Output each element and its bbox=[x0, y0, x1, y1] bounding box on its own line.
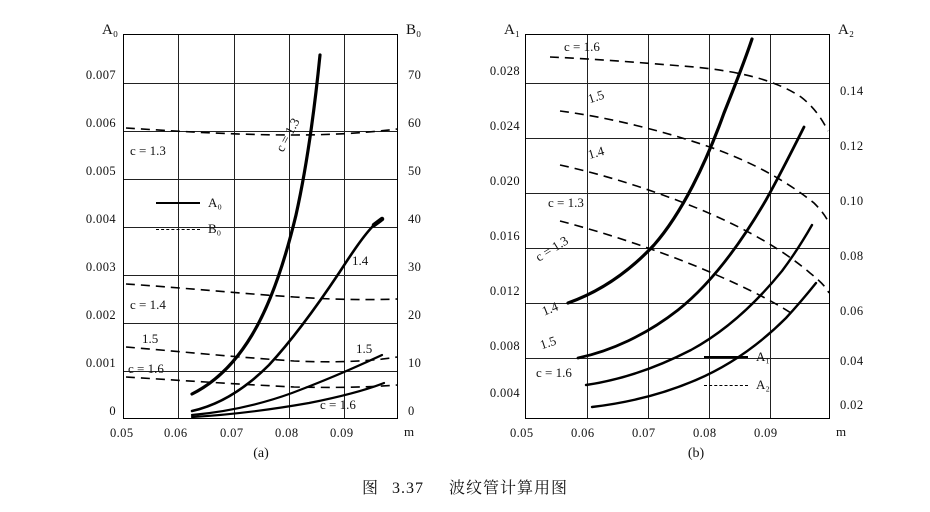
figure-caption-prefix: 图 bbox=[361, 480, 379, 497]
panel-b-ytick: 0.008 bbox=[489, 339, 520, 353]
panel-b-ytick: 0.016 bbox=[489, 229, 520, 243]
legend-item bbox=[156, 221, 222, 237]
panel-b-ytick: 0.024 bbox=[489, 119, 520, 133]
curve-label-b-dashed-13: c = 1.3 bbox=[548, 195, 584, 210]
curve-label-b-solid-13: c = 1.3 bbox=[532, 232, 571, 265]
panel-a-xtick: 0.07 bbox=[220, 426, 244, 440]
curve-label-b-dashed-16: c = 1.6 bbox=[564, 39, 600, 54]
curve-label-a-dashed-13: c = 1.3 bbox=[130, 143, 166, 158]
panel-b-xtick: 0.09 bbox=[754, 426, 778, 440]
curve-label-a-solid-13: c = 1.3 bbox=[272, 115, 303, 155]
panel-a-ytick: 0.003 bbox=[85, 260, 116, 274]
legend-item bbox=[704, 349, 770, 365]
panel-b-y2tick: 0.06 bbox=[840, 304, 864, 318]
panel-b-legend bbox=[704, 349, 770, 393]
panel-a-ytick: 0.004 bbox=[85, 212, 116, 226]
curve-label-b-solid-14: 1.4 bbox=[539, 298, 561, 319]
figure-caption-title: 波纹管计算用图 bbox=[449, 480, 569, 497]
panel-b-xtick: 0.06 bbox=[571, 426, 595, 440]
panel-b-curves bbox=[526, 35, 831, 420]
legend-label: A₂ bbox=[756, 377, 770, 392]
figure-caption bbox=[0, 475, 930, 498]
panel-a-x-unit: m bbox=[404, 424, 415, 439]
panel-a-xtick: 0.08 bbox=[275, 426, 299, 440]
panel-a-ytick: 0.001 bbox=[85, 356, 116, 370]
panel-a-y2tick: 50 bbox=[408, 164, 422, 178]
legend-label: A₀ bbox=[208, 195, 222, 210]
panel-b-ytick: 0.020 bbox=[489, 174, 520, 188]
curve-label-a-solid-15: 1.5 bbox=[356, 341, 373, 356]
chart-panel-a bbox=[18, 6, 448, 461]
panel-a-y2tick: 70 bbox=[408, 68, 422, 82]
panel-b-xtick: 0.07 bbox=[632, 426, 656, 440]
curve-label-a-solid-14: 1.4 bbox=[352, 253, 369, 268]
panel-a-y2tick: 10 bbox=[408, 356, 422, 370]
curve-label-a-dashed-14: c = 1.4 bbox=[130, 297, 166, 312]
panel-a-xtick: 0.05 bbox=[110, 426, 134, 440]
panel-b-left-axis-title: A₁ bbox=[504, 22, 521, 38]
curve-label-b-solid-16: c = 1.6 bbox=[536, 365, 572, 380]
figure-caption-number: 3.37 bbox=[392, 480, 424, 497]
panel-b-plot-area bbox=[525, 34, 830, 419]
panel-b-ytick: 0.004 bbox=[489, 386, 520, 400]
legend-label: B₀ bbox=[208, 221, 222, 236]
panel-a-xtick: 0.09 bbox=[330, 426, 354, 440]
panel-a-legend bbox=[156, 195, 222, 237]
panel-b-caption: (b) bbox=[687, 446, 705, 461]
curve-label-b-dashed-14: 1.4 bbox=[586, 143, 606, 162]
legend-dashed-key-icon bbox=[704, 385, 748, 386]
panel-b-xtick: 0.08 bbox=[693, 426, 717, 440]
curve-label-a-dashed-15: 1.5 bbox=[142, 331, 159, 346]
panel-a-ytick: 0.006 bbox=[85, 116, 116, 130]
panel-b-y2tick: 0.08 bbox=[840, 249, 864, 263]
curve-label-a-solid-16: c = 1.6 bbox=[320, 397, 356, 412]
panel-b-y2tick: 0.04 bbox=[840, 354, 864, 368]
panel-b-ytick: 0.028 bbox=[489, 64, 520, 78]
panel-a-y2tick: 40 bbox=[408, 212, 422, 226]
legend-solid-key-icon bbox=[156, 202, 200, 204]
panel-a-ytick: 0.002 bbox=[85, 308, 116, 322]
legend-item bbox=[156, 195, 222, 211]
legend-item bbox=[704, 377, 770, 393]
panel-b-y2tick: 0.02 bbox=[840, 398, 864, 412]
panel-b-x-unit: m bbox=[836, 424, 847, 439]
panel-b-y2tick: 0.10 bbox=[840, 194, 864, 208]
panel-a-y2tick: 60 bbox=[408, 116, 422, 130]
curve-label-b-dashed-15: 1.5 bbox=[585, 86, 607, 107]
curve-label-b-solid-15: 1.5 bbox=[537, 332, 559, 353]
panel-a-right-axis-title: B₀ bbox=[406, 22, 422, 38]
chart-panel-b bbox=[460, 6, 920, 461]
panel-b-ytick: 0.012 bbox=[489, 284, 520, 298]
panel-b-right-axis-title: A₂ bbox=[838, 22, 855, 38]
panel-a-ytick: 0.007 bbox=[85, 68, 116, 82]
legend-solid-key-icon bbox=[704, 356, 748, 358]
panel-b-y2tick: 0.12 bbox=[840, 139, 864, 153]
legend-label: A₁ bbox=[756, 349, 770, 364]
panel-a-left-axis-title: A₀ bbox=[102, 22, 119, 38]
panel-a-xtick: 0.06 bbox=[164, 426, 188, 440]
panel-a-y2tick: 30 bbox=[408, 260, 422, 274]
panel-a-plot-area bbox=[123, 34, 398, 419]
panel-b-xtick: 0.05 bbox=[510, 426, 534, 440]
panel-a-ytick: 0 bbox=[109, 404, 116, 418]
panel-a-caption: (a) bbox=[253, 446, 269, 461]
panel-a-ytick: 0.005 bbox=[85, 164, 116, 178]
panel-a-y2tick: 0 bbox=[408, 404, 415, 418]
legend-dashed-key-icon bbox=[156, 229, 200, 230]
curve-label-a-dashed-16: c = 1.6 bbox=[128, 361, 164, 376]
panel-a-y2tick: 20 bbox=[408, 308, 422, 322]
panel-b-y2tick: 0.14 bbox=[840, 84, 864, 98]
